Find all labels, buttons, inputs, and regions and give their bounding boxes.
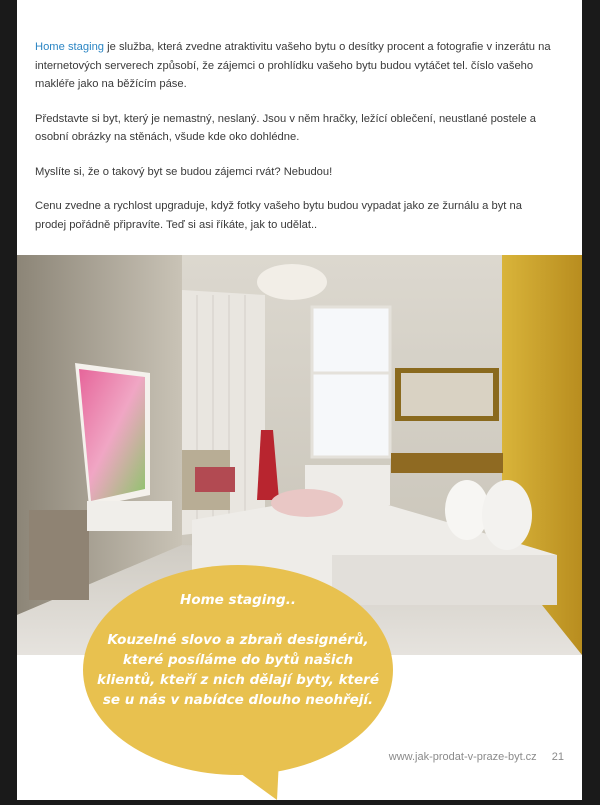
page-footer <box>389 751 564 763</box>
bubble-body: Kouzelné slovo a zbraň designérů, které posíláme do bytů našich klientů, kteří z nich dělají byty, které se u nás v nabídce dlouho neohřejí. <box>97 632 379 708</box>
paragraph-2: Představte si byt, který je nemastný, neslaný. Jsou v něm hračky, ležící oblečení, neustlané postele a osobní obrázky na stěnách, všude kde oko dohlédne. <box>35 112 536 143</box>
page-number: 21 <box>551 751 564 763</box>
footer-url[interactable]: www.jak-prodat-v-praze-byt.cz <box>388 751 537 763</box>
speech-bubble <box>79 560 397 785</box>
paragraph-4: Cenu zvedne a rychlost upgraduje, když fotky vašeho bytu budou vypadat jako ze žurnálu a byt na prodej pořádně připravíte. Teď si asi říkáte, jak to udělat.. <box>35 200 522 231</box>
document-page <box>17 0 582 800</box>
home-staging-link[interactable]: Home staging <box>35 41 105 53</box>
paragraph-1 <box>35 38 555 94</box>
speech-bubble-text <box>97 590 379 710</box>
bubble-title: Home staging.. <box>180 592 296 608</box>
paragraph-3: Myslíte si, že o takový byt se budou zájemci rvát? Nebudou! <box>35 165 333 178</box>
paragraph-1-text: je služba, která zvedne atraktivitu vašeho bytu o desítky procent a fotografie v inzerátu na internetových serverech způsobí, že zájemci o prohlídku vašeho bytu budou vytáčet tel. číslo vašeho makléře jako na běžícím páse. <box>35 41 551 90</box>
body-text <box>35 38 555 250</box>
